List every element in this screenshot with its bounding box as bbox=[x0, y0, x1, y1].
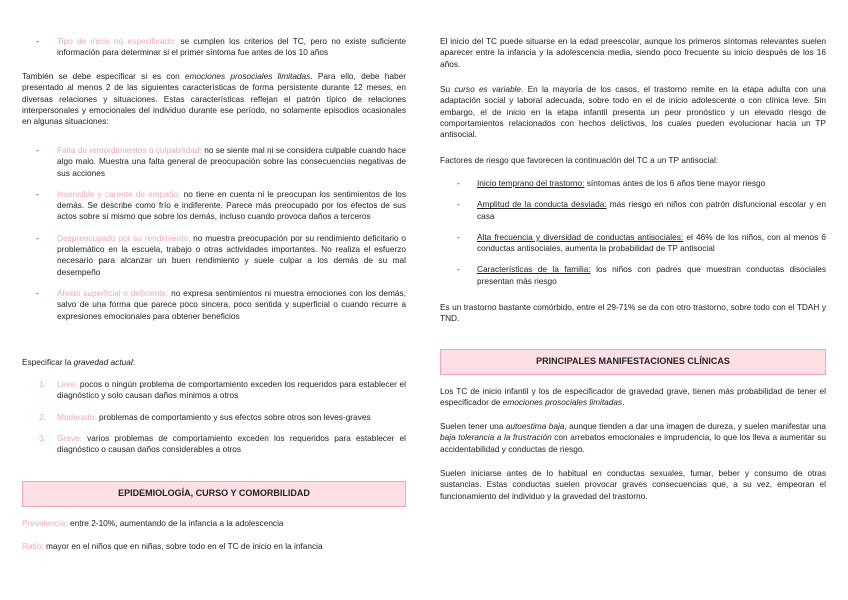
list-item: - Despreocupado por su rendimiento: no muestra preocupación por su rendimiento deficitario o problemático en la escuela, trabajo o otras actividades importantes. No realiza el esfuerzo necesario para alcanzar un buen rendimiento y suele culpar a los demás de su mal desempeño bbox=[22, 233, 406, 278]
list-item: - Inicio temprano del trastorno: síntomas antes de los 6 años tiene mayor riesgo bbox=[440, 178, 826, 189]
risk-factors-list bbox=[440, 178, 826, 287]
risk-factors-intro: Factores de riesgo que favorecen la continuación del TC a un TP antisocial: bbox=[440, 155, 719, 165]
list-item: - Amplitud de la conducta desviada: más riesgo en niños con patrón disfuncional escolar y en casa bbox=[440, 199, 826, 222]
prosocial-criteria-list bbox=[22, 145, 406, 322]
specifier-paragraph: Los TC de inicio infantil y los de especificador de gravedad grave, tienen más probabilidad de tener el especificador de emociones prosociales limitadas. bbox=[440, 386, 826, 408]
list-item: - Afecto superficial o deficiente: no expresa sentimientos ni muestra emociones con los demás, salvo de una forma que parece poco sincera, poco sentida y superficial o cuando recurre a expresiones emocionales para obtener beneficios bbox=[22, 288, 406, 322]
severity-list bbox=[22, 379, 406, 455]
onset-paragraph: El inicio del TC puede situarse en la edad preescolar, aunque los primeros síntomas relevantes suelen aparecer entre la infancia y la adolescencia media, siendo poco frecuente su inicio después de los 16 años. bbox=[440, 36, 826, 69]
risk-behaviours-paragraph: Suelen iniciarse antes de lo habitual en conductas sexuales, fumar, beber y consumo de otras sustancias. Estas conductas suelen provocar graves consecuencias que, a su vez, empeoran el funcionamiento del individuo y la gravedad del trastorno. bbox=[440, 468, 826, 501]
list-item: 2. Moderado: problemas de comportamiento y sus efectos sobre otros son leves-graves bbox=[39, 411, 371, 422]
list-item: 1. Leve: pocos o ningún problema de comportamiento exceden los requeridos para establecer el diagnóstico y solo causan daños mínimos a otros bbox=[39, 379, 406, 401]
list-item: - Alta frecuencia y diversidad de conductas antisociales: el 46% de los niños, con al menos 6 conductas antisociales, aumenta la probabilidad de TP antisocial bbox=[440, 232, 826, 255]
comorbidity-paragraph: Es un trastorno bastante comórbido, entre el 29-71% se da con otro trastorno, sobre todo con el TDAH y TND. bbox=[440, 302, 826, 324]
onset-type-list bbox=[22, 36, 406, 59]
prosocial-paragraph: También se debe especificar si es con emociones prosociales limitadas. Para ello, debe haber presentado al menos 2 de las siguientes características de forma persistente durante 12 meses, en diversas relaciones y situaciones. Estas características reflejan el patrón típico de relaciones interpersonales y emocionales del individuo durante ese período, no solamente episodios ocasionales en algunas situaciones: bbox=[22, 71, 406, 127]
prevalence-line: Prevalencia: entre 2-10%, aumentando de la infancia a la adolescencia bbox=[22, 518, 284, 528]
section-heading-clinical: PRINCIPALES MANIFESTACIONES CLÍNICAS bbox=[440, 349, 826, 375]
list-item: 3. Grave: varios problemas de comportamiento exceden los requeridos para establecer el diagnóstico o causan daños considerables a otros bbox=[39, 432, 406, 455]
list-item: - Tipo de inicio no especificado: se cumplen los criterios del TC, pero no existe suficiente información para determinar si el primer síntoma fue antes de los 10 años bbox=[22, 36, 406, 59]
list-item: - Características de la familia: los niños con padres que muestran conductas disociales presentan más riesgo bbox=[440, 264, 826, 287]
course-paragraph: Su curso es variable. En la mayoría de los casos, el trastorno remite en la etapa adulta con una adaptación social y laboral adecuada, sobre todo en el de inicio adolescente o con clínica leve. Sin embargo, el de inicio en la etapa infantil presenta un peor pronóstico y un elevado riesgo de comportamientos relacionados con hechos delictivos, los cuales pueden evolucionar hacia un TP antisocial. bbox=[440, 84, 826, 140]
ratio-line: Ratio: mayor en el niños que en niñas, sobre todo en el TC de inicio en la infancia bbox=[22, 541, 323, 551]
self-esteem-paragraph: Suelen tener una autoestima baja, aunque tienden a dar una imagen de dureza, y suelen manifestar una baja tolerancia a la frustración con arrebatos emocionales e imprudencia, lo que los lleva a aumentar su accidentabilidad y conductas de riesgo. bbox=[440, 421, 826, 454]
section-heading-epidemiology: EPIDEMIOLOGÍA, CURSO Y COMORBILIDAD bbox=[22, 481, 406, 507]
severity-intro: Especificar la gravedad actual: bbox=[22, 357, 136, 367]
list-item: - Falta de remordimientos o culpabilidad: no se siente mal ni se considera culpable cuando hace algo malo. Muestra una falta general de preocupación sobre las consecuencias negativas de sus acciones bbox=[22, 145, 406, 179]
list-item: - Insensible y carente de empatía: no tiene en cuenta ni le preocupan los sentimientos de los demás. Se describe como frío e indiferente. Parece más preocupado por los efectos de sus actos sobre sí mismo que sobre los demás, incluso cuando provoca daños a terceros bbox=[22, 189, 406, 223]
